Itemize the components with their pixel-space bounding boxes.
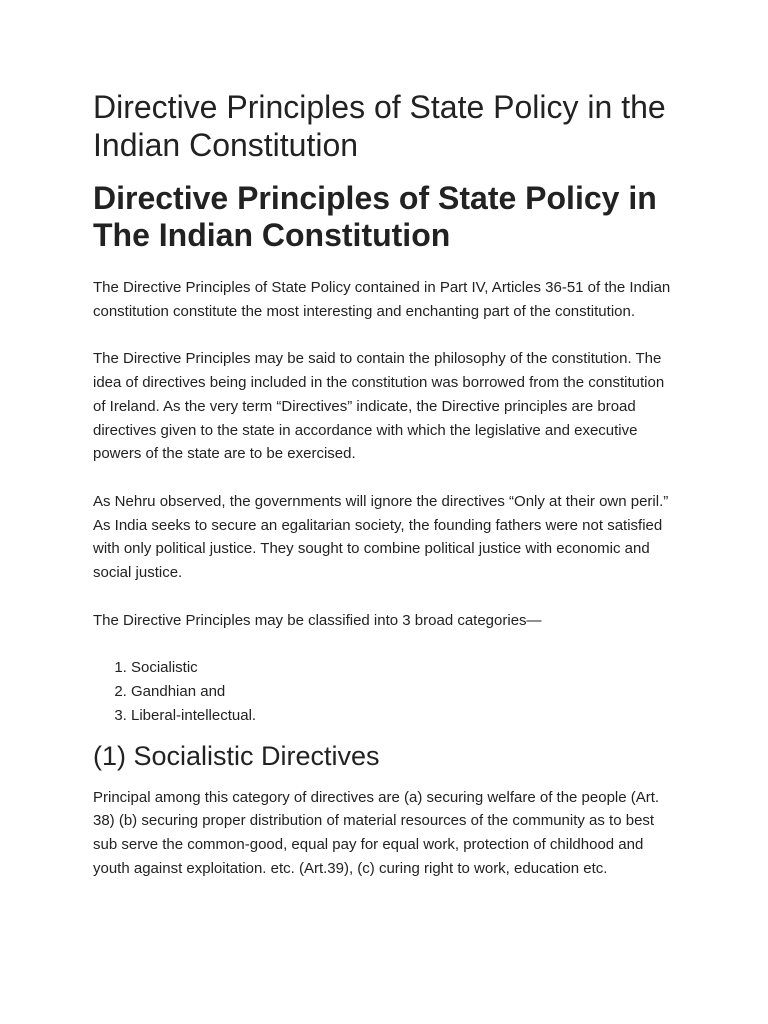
paragraph-categories-intro: The Directive Principles may be classified into 3 broad categories—	[93, 611, 542, 629]
paragraph-philosophy: The Directive Principles may be said to contain the philosophy of the constitution. The idea of directives being included in the constitution was borrowed from the constitution of Ireland. As the very term “Directives” indicate, the Directive principles are broad directives given to the state in accordance with which the legislative and executive powers of the state are to be exercised.	[93, 350, 665, 463]
document-title: Directive Principles of State Policy in the Indian Constitution	[93, 89, 666, 163]
section-heading-socialistic: (1) Socialistic Directives	[93, 740, 380, 771]
categories-list	[93, 656, 675, 727]
paragraph-intro: The Directive Principles of State Policy contained in Part IV, Articles 36-51 of the Indian constitution constitute the most interesting and enchanting part of the constitution.	[93, 279, 671, 320]
list-item: 1. Socialistic	[131, 656, 675, 680]
list-item: 3. Liberal-intellectual.	[131, 704, 675, 728]
paragraph-nehru: As Nehru observed, the governments will ignore the directives “Only at their own peril.” As India seeks to secure an egalitarian society, the founding fathers were not satisfied with only political justice. They sought to combine political justice with economic and social justice.	[93, 492, 669, 582]
paragraph-socialistic: Principal among this category of directives are (a) securing welfare of the people (Art. 38) (b) securing proper distribution of material resources of the community as to best sub serve the common-good, equal pay for equal work, protection of childhood and youth against exploitation. etc. (Art.39), (c) curing right to work, education etc.	[93, 788, 660, 877]
document-heading: Directive Principles of State Policy in The Indian Constitution	[93, 180, 657, 253]
list-item: 2. Gandhian and	[131, 680, 675, 704]
